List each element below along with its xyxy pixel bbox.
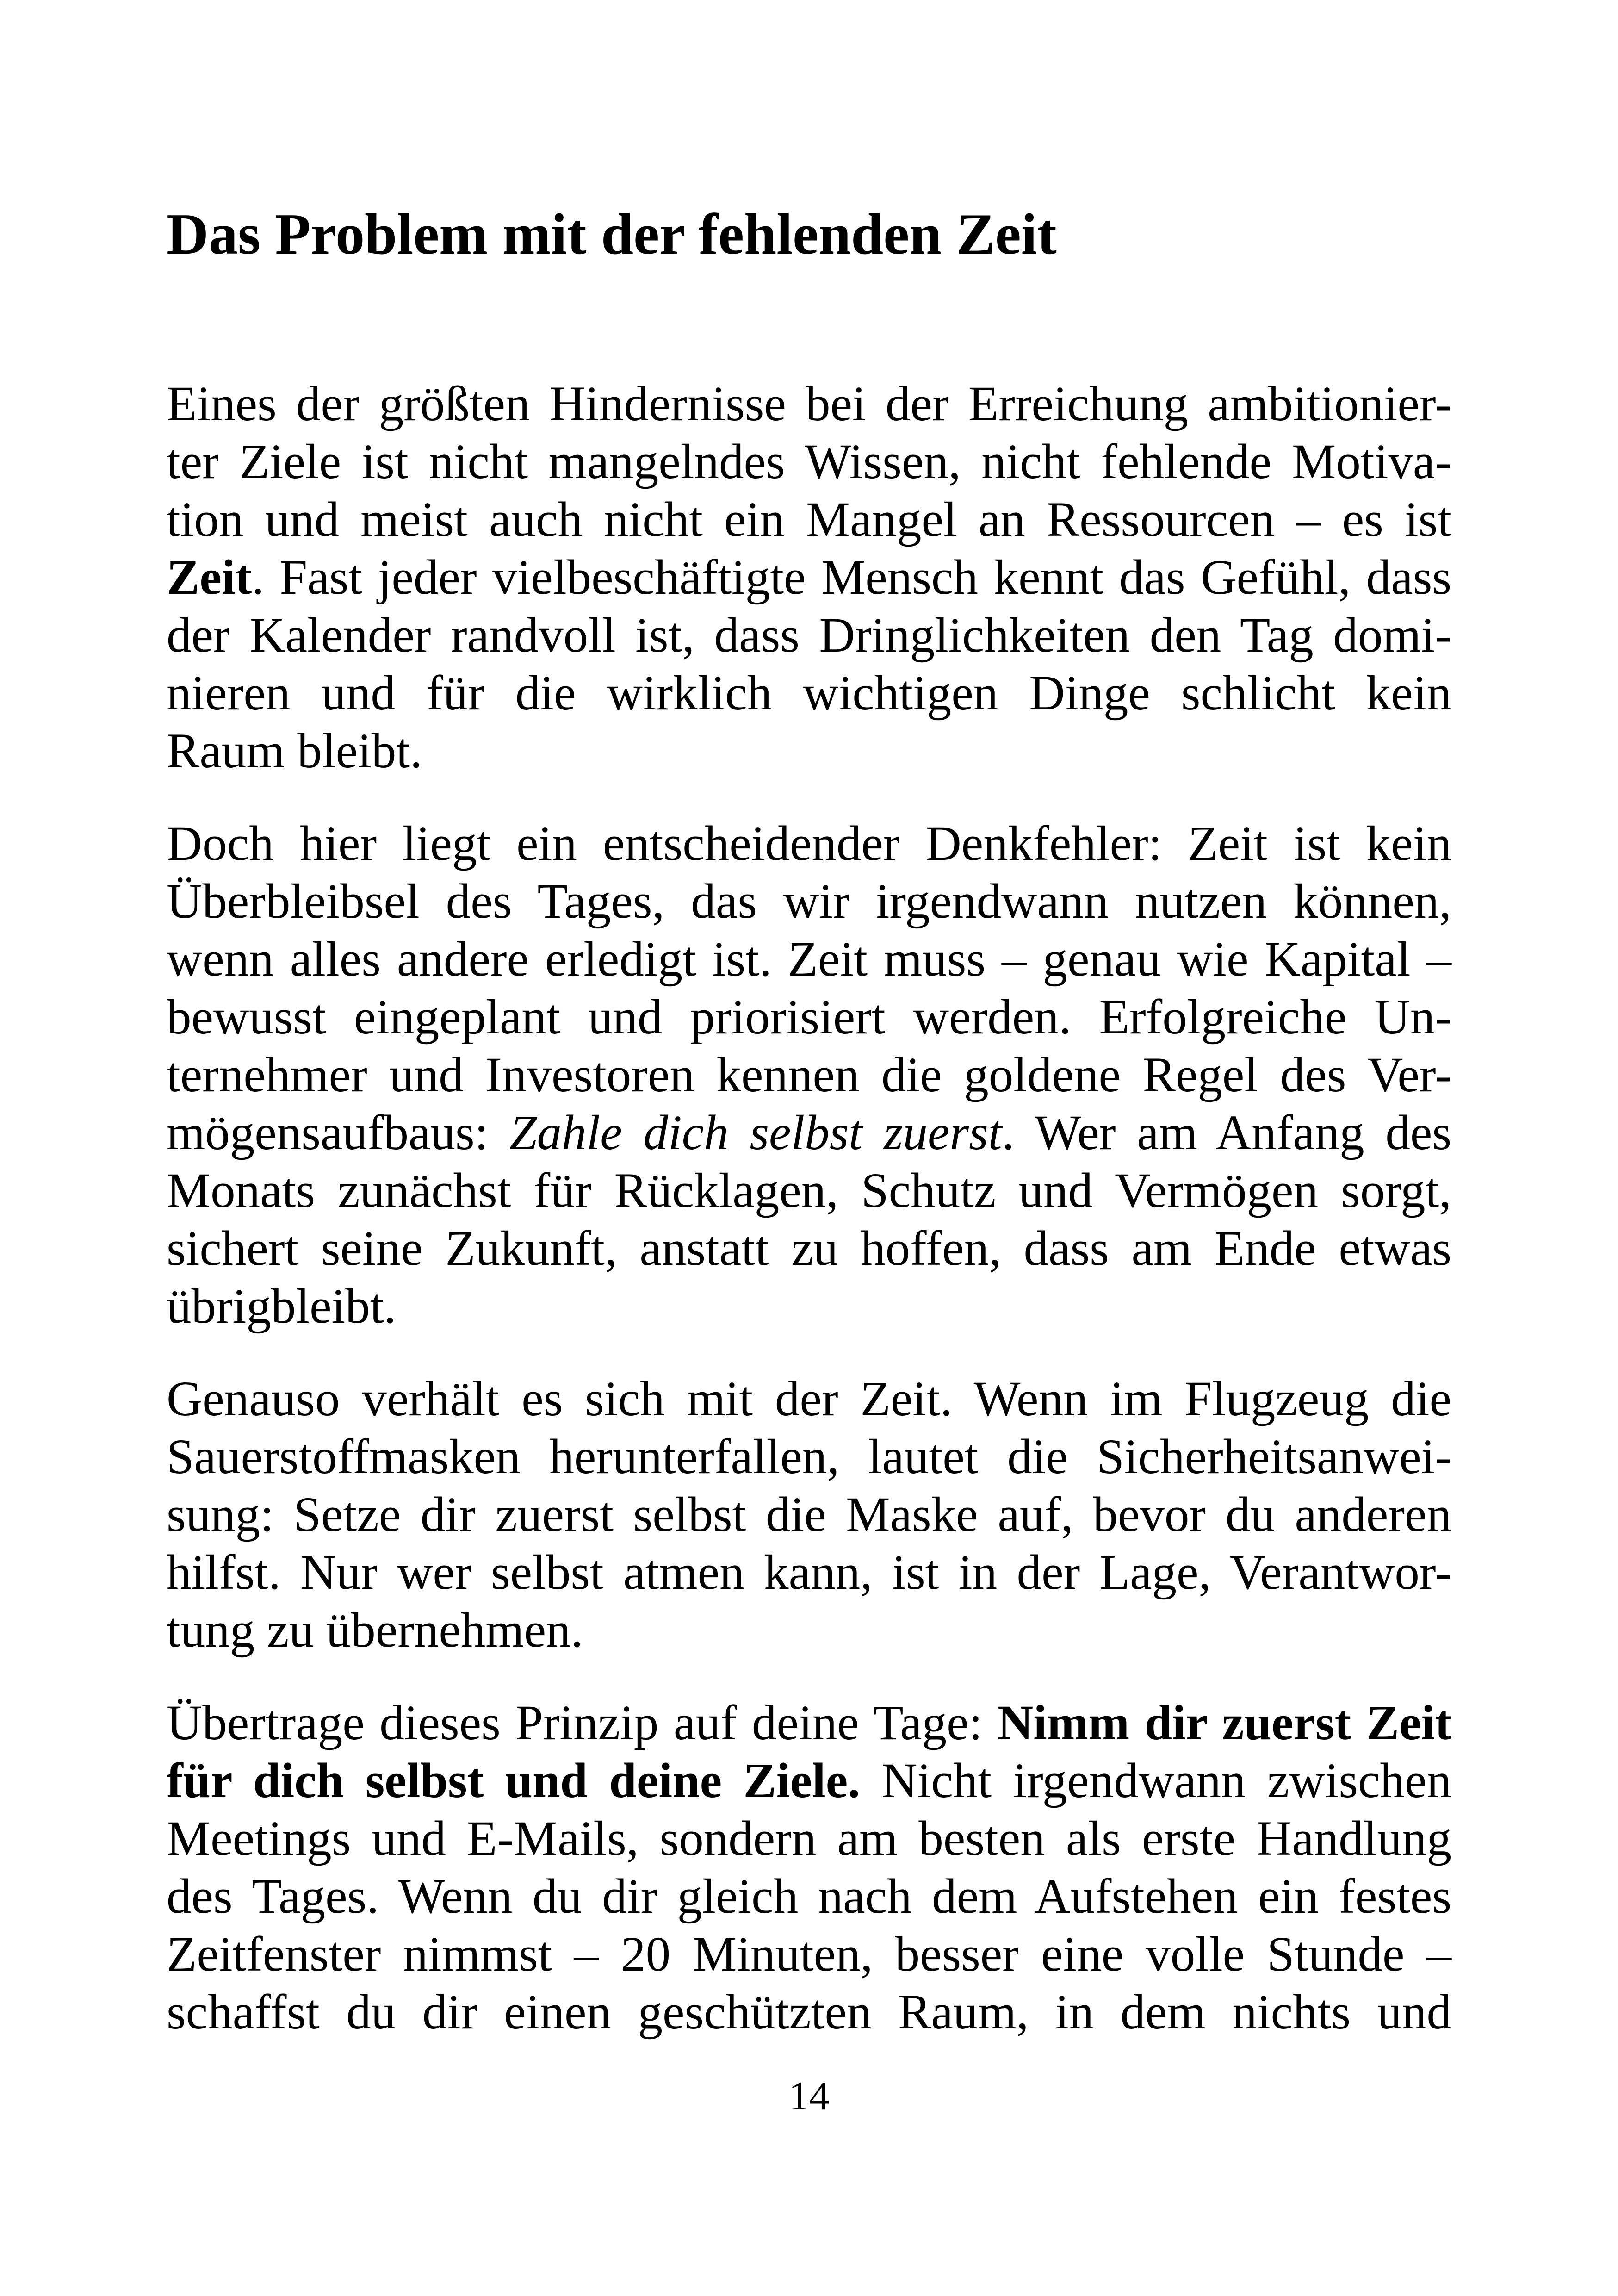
paragraph: [167, 375, 1451, 780]
text-line: [167, 1752, 1451, 1810]
text-run: Eines der größten Hindernisse bei der Erreichung ambitionier-: [167, 377, 1451, 431]
chapter-title: Das Problem mit der fehlenden Zeit: [167, 202, 1057, 267]
page-number: 14: [788, 2074, 830, 2119]
text-run: Zeitfenster nimmst – 20 Minuten, besser eine volle Stunde –: [167, 1927, 1451, 1982]
text-run: schaffst du dir einen geschützten Raum, in dem nichts und: [167, 1985, 1451, 2040]
text-line: [167, 1162, 1451, 1220]
text-line: [167, 1278, 1451, 1336]
italic-text: Zahle dich selbst zuerst: [509, 1106, 1002, 1160]
text-line: [167, 931, 1451, 989]
text-run: Nicht irgendwann zwischen: [860, 1754, 1451, 1808]
text-line: [167, 1046, 1451, 1104]
text-run: übrigbleibt.: [167, 1279, 397, 1334]
text-run: sung: Setze dir zuerst selbst die Maske auf, bevor du anderen: [167, 1487, 1451, 1542]
text-line: [167, 1984, 1451, 2041]
body-text: [167, 375, 1451, 2041]
text-line: [167, 549, 1451, 607]
text-line: [167, 665, 1451, 722]
text-line: [167, 989, 1451, 1046]
page-footer: [167, 2076, 1451, 2117]
text-column: [167, 0, 1451, 2117]
text-run: der Kalender randvoll ist, dass Dringlichkeiten den Tag domi-: [167, 608, 1451, 663]
bold-text: für dich selbst und deine Ziele.: [167, 1754, 860, 1808]
text-line: [167, 873, 1451, 931]
text-line: [167, 607, 1451, 665]
text-run: . Wer am Anfang des: [1002, 1106, 1451, 1160]
text-line: [167, 1220, 1451, 1278]
text-line: [167, 1868, 1451, 1926]
text-run: hilfst. Nur wer selbst atmen kann, ist in der Lage, Verantwor-: [167, 1545, 1451, 1600]
text-run: ter Ziele ist nicht mangelndes Wissen, nicht fehlende Motiva-: [167, 435, 1451, 489]
text-run: des Tages. Wenn du dir gleich nach dem Aufstehen ein festes: [167, 1869, 1451, 1924]
text-run: bewusst eingeplant und priorisiert werden. Erfolgreiche Un-: [167, 990, 1451, 1045]
text-line: [167, 1926, 1451, 1984]
text-run: . Fast jeder vielbeschäftigte Mensch kennt das Gefühl, dass: [252, 550, 1451, 605]
text-line: [167, 491, 1451, 549]
text-run: tung zu übernehmen.: [167, 1603, 583, 1658]
text-line: [167, 815, 1451, 873]
text-line: [167, 1544, 1451, 1602]
text-line: [167, 1104, 1451, 1162]
text-line: [167, 433, 1451, 491]
text-run: Sauerstoffmasken herunterfallen, lautet die Sicherheitsanwei-: [167, 1430, 1451, 1484]
bold-text: Zeit: [167, 550, 252, 605]
paragraph: [167, 1370, 1451, 1660]
text-run: Übertrage dieses Prinzip auf deine Tage:: [167, 1696, 998, 1750]
text-line: [167, 1428, 1451, 1486]
text-run: sichert seine Zukunft, anstatt zu hoffen, dass am Ende etwas: [167, 1221, 1451, 1276]
text-line: [167, 375, 1451, 433]
text-run: Monats zunächst für Rücklagen, Schutz und Vermögen sorgt,: [167, 1164, 1451, 1218]
text-run: mögensaufbaus:: [167, 1106, 510, 1160]
text-run: wenn alles andere erledigt ist. Zeit muss – genau wie Kapital –: [167, 932, 1451, 987]
text-run: nieren und für die wirklich wichtigen Dinge schlicht kein: [167, 666, 1451, 721]
paragraph: [167, 1694, 1451, 2041]
text-run: ternehmer und Investoren kennen die goldene Regel des Ver-: [167, 1048, 1451, 1102]
bold-text: Nimm dir zuerst Zeit: [997, 1696, 1451, 1750]
text-run: Überbleibsel des Tages, das wir irgendwann nutzen können,: [167, 874, 1451, 929]
text-line: [167, 722, 1451, 780]
text-run: tion und meist auch nicht ein Mangel an Ressourcen – es ist: [167, 492, 1451, 547]
paragraph: [167, 815, 1451, 1336]
text-line: [167, 1810, 1451, 1868]
text-run: Raum bleibt.: [167, 724, 422, 778]
text-line: [167, 1486, 1451, 1544]
text-line: [167, 1694, 1451, 1752]
text-line: [167, 1370, 1451, 1428]
text-run: Meetings und E-Mails, sondern am besten als erste Handlung: [167, 1811, 1451, 1866]
text-run: Doch hier liegt ein entscheidender Denkfehler: Zeit ist kein: [167, 816, 1451, 871]
text-run: Genauso verhält es sich mit der Zeit. Wenn im Flugzeug die: [167, 1372, 1451, 1426]
text-line: [167, 1602, 1451, 1660]
